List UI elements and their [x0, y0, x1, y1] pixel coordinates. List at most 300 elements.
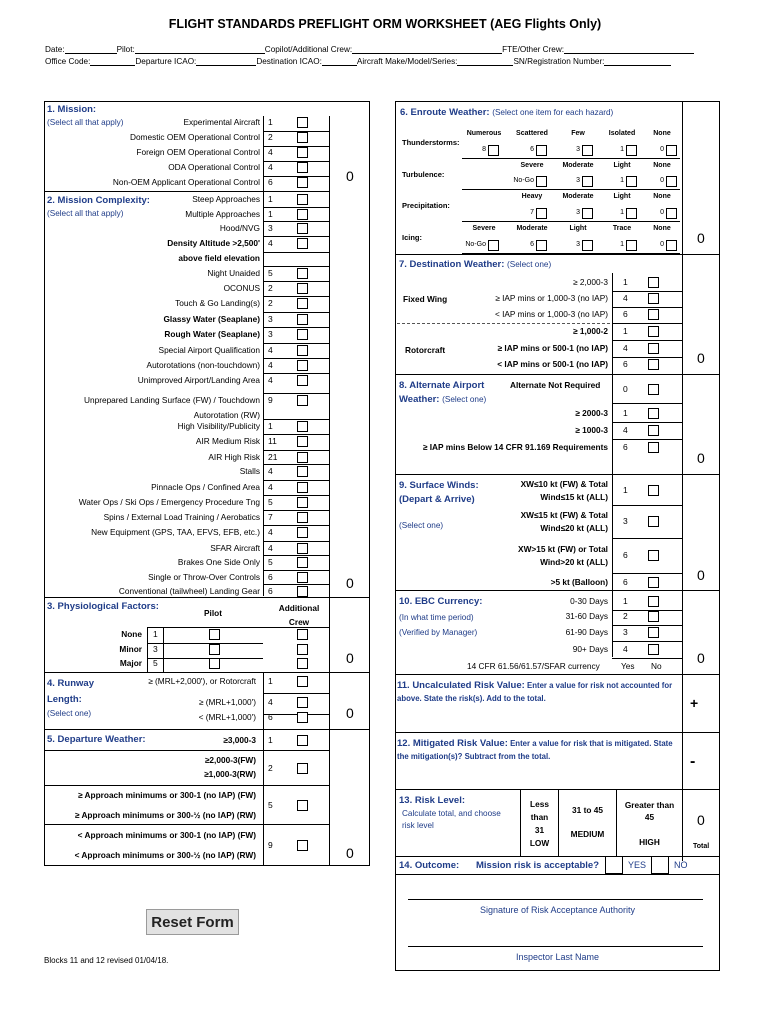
s2-item-label: Unprepared Landing Surface (FW) / Touchdown — [83, 395, 260, 405]
date-label: Date: — [45, 45, 65, 54]
s6-icing-val: 6 — [530, 241, 534, 248]
s2-item-checkbox[interactable] — [297, 466, 308, 477]
destination-field[interactable] — [322, 57, 357, 66]
s2-item-label: Touch & Go Landing(s) — [175, 298, 260, 308]
s14-yes-box[interactable] — [605, 856, 623, 874]
s2-item-label: Spins / External Load Training / Aerobatics — [103, 512, 260, 522]
fte-field[interactable] — [564, 45, 694, 54]
s3-grid-top — [147, 627, 329, 628]
s10-row-checkbox[interactable] — [648, 596, 659, 607]
s2-item-value: 6 — [268, 572, 273, 582]
s2-item-checkbox[interactable] — [297, 497, 308, 508]
s7-row-line — [612, 323, 682, 324]
s2-title: 2. Mission Complexity: — [47, 195, 150, 206]
s6-thunderstorms-val: 0 — [660, 146, 664, 153]
s10-row-value: 4 — [623, 644, 628, 654]
s12-text: Enter a value for risk that is mitigated. State the mitigation(s)? Subtract from the total. — [397, 739, 673, 761]
s4-row-value: 4 — [268, 697, 273, 707]
s2-item-checkbox[interactable] — [297, 268, 308, 279]
s2-row-line — [263, 510, 329, 511]
s1-item-checkbox[interactable] — [297, 117, 308, 128]
pilot-field[interactable] — [135, 45, 265, 54]
s2-item-value: 2 — [268, 283, 273, 293]
s2-item-value: 3 — [268, 314, 273, 324]
s13-divider — [395, 856, 720, 857]
s6-icing-checkbox[interactable] — [488, 240, 499, 251]
s5-row-label: ≥3,000-3 — [223, 735, 256, 745]
s5-row-line — [44, 824, 329, 825]
s2-item-value: 3 — [268, 223, 273, 233]
s10-subtitle: (In what time period) — [399, 613, 474, 622]
s3-row-value: 5 — [153, 658, 158, 668]
s2-divider — [44, 597, 370, 598]
departure-label: Departure ICAO: — [135, 57, 197, 66]
s2-row-line — [263, 373, 329, 374]
s2-row-line — [263, 393, 329, 394]
s10-row-value: 2 — [623, 611, 628, 621]
s3-crew-header: Additional Crew — [278, 603, 320, 627]
s5-row-checkbox[interactable] — [297, 840, 308, 851]
s7-row-label: ≥ IAP mins or 500-1 (no IAP) — [497, 343, 608, 353]
s13-high-range[interactable]: Greater than — [624, 800, 675, 810]
sn-field[interactable] — [604, 57, 671, 66]
s1-item-label: ODA Operational Control — [168, 162, 260, 172]
s2-row-line — [263, 207, 329, 208]
s9-row-value: 3 — [623, 516, 628, 526]
s7-row-value: 1 — [623, 326, 628, 336]
s2-row-line — [263, 358, 329, 359]
copilot-field[interactable] — [352, 45, 502, 54]
s5-row-checkbox[interactable] — [297, 735, 308, 746]
s6-icing-checkbox[interactable] — [536, 240, 547, 251]
s9-row-checkbox[interactable] — [648, 577, 659, 588]
s6-precipitation-col: Light — [613, 193, 631, 200]
s10-title: 10. EBC Currency: — [399, 596, 483, 607]
s8-row-label: ≥ IAP mins Below 14 CFR 91.169 Requirements — [422, 442, 608, 452]
s6-icing-col: Trace — [612, 225, 632, 232]
s7-divider — [395, 374, 720, 375]
s6-thunderstorms-checkbox[interactable] — [536, 145, 547, 156]
s3-pilot-checkbox[interactable] — [209, 658, 220, 669]
s6-icing-col: Light — [569, 225, 587, 232]
s2-item-label: Special Airport Qualification — [158, 345, 260, 355]
s3-pilot-checkbox[interactable] — [209, 644, 220, 655]
s6-thunderstorms-checkbox[interactable] — [582, 145, 593, 156]
s7-title-text: 7. Destination Weather: — [399, 259, 505, 270]
s8-value-line — [612, 374, 613, 474]
s2-item-checkbox[interactable] — [297, 209, 308, 220]
s6-icing-line — [462, 253, 680, 254]
s10-row-label: 0-30 Days — [570, 596, 608, 606]
s2-item-value: 2 — [268, 298, 273, 308]
s13-line-2 — [558, 789, 559, 856]
right-total-line — [682, 101, 683, 861]
s2-item-value: 4 — [268, 466, 273, 476]
s6-turbulence-label: Turbulence: — [402, 170, 445, 179]
s6-icing-checkbox[interactable] — [582, 240, 593, 251]
s3-crew-checkbox[interactable] — [297, 644, 308, 655]
s2-item-checkbox[interactable] — [297, 238, 308, 249]
s10-row-checkbox[interactable] — [648, 644, 659, 655]
s1-item-value: 1 — [268, 117, 273, 127]
s1-item-checkbox[interactable] — [297, 162, 308, 173]
s10-row-label: 90+ Days — [572, 644, 608, 654]
pilot-label: Pilot: — [116, 45, 135, 54]
s2-item-value: 4 — [268, 543, 273, 553]
s2-item-checkbox[interactable] — [297, 543, 308, 554]
s9-row-label-2: Wind>20 kt (ALL) — [540, 557, 608, 567]
s2-item-checkbox[interactable] — [297, 314, 308, 325]
s9-row-line — [612, 538, 682, 539]
s2-row-line — [263, 281, 329, 282]
s2-item-checkbox[interactable] — [297, 194, 308, 205]
s2-row-line — [263, 419, 329, 420]
s7-row-value: 6 — [623, 359, 628, 369]
s14-no-box[interactable] — [651, 856, 669, 874]
s13-high-range-2[interactable]: 45 — [644, 812, 655, 822]
s8-row-label: Alternate Not Required — [510, 380, 601, 390]
s2-item-value: 4 — [268, 375, 273, 385]
s5-total: 0 — [346, 845, 354, 861]
s2-item-checkbox[interactable] — [297, 223, 308, 234]
s2-item-value: 1 — [268, 194, 273, 204]
s1-item-checkbox[interactable] — [297, 147, 308, 158]
s8-title — [399, 379, 509, 407]
s3-row-label: None — [121, 629, 142, 639]
date-field[interactable] — [65, 45, 117, 54]
s2-item-label: Brakes One Side Only — [177, 557, 260, 567]
s7-row-checkbox[interactable] — [648, 309, 659, 320]
s2-item-checkbox[interactable] — [297, 482, 308, 493]
s2-item-value: 5 — [268, 268, 273, 278]
s6-subtitle: (Select one item for each hazard) — [492, 108, 614, 117]
s1-item-checkbox[interactable] — [297, 177, 308, 188]
s11-text: Enter a value for risk not accounted for above. State the risk(s). Add to the total. — [397, 681, 673, 703]
s5-row-label: ≥2,000-3(FW) — [204, 755, 256, 765]
s2-item-value: 4 — [268, 482, 273, 492]
s2-item-value: 21 — [268, 452, 278, 462]
s13-subtitle: Calculate total, and choose risk level — [402, 809, 501, 830]
s2-item-checkbox[interactable] — [297, 512, 308, 523]
s5-row-checkbox[interactable] — [297, 800, 308, 811]
s1-item-value: 6 — [268, 177, 273, 187]
s9-row-label-2: Wind≤20 kt (ALL) — [540, 523, 608, 533]
s2-item-checkbox[interactable] — [297, 360, 308, 371]
s2-item-value: 9 — [268, 395, 273, 405]
s3-crew-checkbox[interactable] — [297, 629, 308, 640]
s10-total: 0 — [697, 650, 705, 666]
s2-item-checkbox[interactable] — [297, 283, 308, 294]
s13-low[interactable] — [521, 798, 558, 850]
s2-item-label: High Visibility/Publicity — [177, 421, 260, 431]
s2-item-checkbox[interactable] — [297, 345, 308, 356]
s11-block — [397, 679, 677, 705]
s2-row-line — [263, 570, 329, 571]
s6-thunderstorms-col: Isolated — [608, 130, 636, 137]
s6-turbulence-col: Severe — [520, 162, 544, 169]
s12-title: 12. Mitigated Risk Value: — [397, 738, 508, 749]
s2-item-value: 11 — [268, 436, 277, 446]
s10-row-value: 3 — [623, 627, 628, 637]
s6-precipitation-checkbox[interactable] — [582, 208, 593, 219]
s1-item-label: Foreign OEM Operational Control — [136, 147, 260, 157]
s7-row-checkbox[interactable] — [648, 359, 659, 370]
s13-medium[interactable]: MEDIUM — [570, 829, 605, 839]
s6-precipitation-col: None — [653, 193, 671, 200]
s2-item-value: 6 — [268, 586, 273, 596]
s12-sign: - — [690, 753, 696, 770]
s6-icing-label: Icing: — [402, 233, 422, 242]
s6-icing-val: 3 — [576, 241, 580, 248]
s9-row-value: 6 — [623, 550, 628, 560]
s4-divider — [44, 729, 370, 730]
s5-row-label-2: < Approach minimums or 300-½ (no IAP) (RW) — [74, 850, 256, 860]
s6-precipitation-checkbox[interactable] — [536, 208, 547, 219]
s8-row-checkbox[interactable] — [648, 384, 659, 395]
s7-row-checkbox[interactable] — [648, 326, 659, 337]
s8-row-line — [612, 422, 682, 423]
s7-row-line — [612, 340, 682, 341]
s7-subtitle: (Select one) — [507, 260, 552, 269]
s8-row-checkbox[interactable] — [648, 408, 659, 419]
s6-icing-val: 0 — [660, 241, 664, 248]
s6-precipitation-label: Precipitation: — [402, 201, 450, 210]
s4-row-checkbox[interactable] — [297, 712, 308, 723]
s6-thunderstorms-checkbox[interactable] — [488, 145, 499, 156]
s2-row-line — [263, 434, 329, 435]
s6-precipitation-val: 7 — [530, 209, 534, 216]
office-field[interactable] — [90, 57, 135, 66]
s7-rotor-label: Rotorcraft — [405, 345, 446, 355]
s1-item-value: 4 — [268, 147, 273, 157]
s3-pilot-checkbox[interactable] — [209, 629, 220, 640]
signature-label: Signature of Risk Acceptance Authority — [479, 905, 636, 915]
s2-row-line — [263, 464, 329, 465]
s6-icing-checkbox[interactable] — [666, 240, 677, 251]
s2-item-label: AIR Medium Risk — [195, 436, 260, 446]
s5-row-label-2: ≥ Approach minimums or 300-½ (no IAP) (RW) — [74, 810, 256, 820]
s6-thunderstorms-val: 1 — [620, 146, 624, 153]
s14-divider — [395, 874, 720, 875]
s4-row-checkbox[interactable] — [297, 697, 308, 708]
s1-item-label: Non-OEM Applicant Operational Control — [112, 177, 260, 187]
s13-low-b: than — [530, 812, 549, 822]
s12-block — [397, 737, 682, 763]
inspector-label: Inspector Last Name — [515, 952, 600, 962]
s14-yes: YES — [628, 860, 647, 870]
s3-pilot-header: Pilot — [204, 608, 222, 618]
s10-row-line — [612, 658, 682, 659]
s6-turbulence-col: Light — [613, 162, 631, 169]
s6-thunderstorms-col: None — [653, 130, 671, 137]
s1-subtitle: (Select all that apply) — [47, 118, 124, 127]
s2-item-label: SFAR Aircraft — [210, 543, 260, 553]
s6-turbulence-val: 1 — [620, 177, 624, 184]
s2-item-label: AIR High Risk — [208, 452, 260, 462]
s2-item-value: 1 — [268, 209, 273, 219]
s2-row-line — [263, 480, 329, 481]
departure-field[interactable] — [196, 57, 256, 66]
s7-fixed-label: Fixed Wing — [403, 294, 448, 304]
s7-row-label: < IAP mins or 1,000-3 (no IAP) — [494, 309, 608, 319]
s6-icing-col: Moderate — [516, 225, 548, 232]
s6-turbulence-checkbox[interactable] — [536, 176, 547, 187]
s4-row-line — [263, 693, 329, 694]
s2-row-line — [263, 327, 329, 328]
s1-title: 1. Mission: — [47, 104, 97, 115]
s5-row-value: 2 — [268, 763, 273, 773]
s2-item-checkbox[interactable] — [297, 572, 308, 583]
s2-item-checkbox[interactable] — [297, 421, 308, 432]
s13-low-a: Less — [530, 799, 549, 809]
s7-row-label: ≥ 2,000-3 — [573, 277, 608, 287]
s8-row-line — [612, 403, 682, 404]
s2-subtitle: (Select all that apply) — [47, 209, 124, 218]
s6-divider — [395, 254, 720, 255]
s7-row-value: 1 — [623, 277, 628, 287]
s4-row-value: 1 — [268, 676, 273, 686]
s10-row-checkbox[interactable] — [648, 627, 659, 638]
s2-item-checkbox[interactable] — [297, 395, 308, 406]
s4-row-label: ≥ (MRL+1,000') — [198, 697, 256, 707]
s10-no[interactable]: No — [651, 661, 662, 671]
s2-item-checkbox[interactable] — [297, 452, 308, 463]
s11-input[interactable] — [684, 690, 718, 720]
s4-row-label: < (MRL+1,000') — [198, 712, 256, 722]
s3-row-value: 1 — [153, 629, 158, 639]
fte-label: FTE/Other Crew: — [502, 45, 565, 54]
s8-row-label: ≥ 2000-3 — [575, 408, 608, 418]
s6-thunderstorms-val: 3 — [576, 146, 580, 153]
value-column-line — [263, 116, 264, 596]
s7-title — [399, 259, 551, 270]
s5-row-label-2: ≥1,000-3(RW) — [204, 769, 256, 779]
s1-divider — [44, 191, 329, 192]
s2-row-line — [263, 343, 329, 344]
s2-item-value: 4 — [268, 360, 273, 370]
s2-item-checkbox[interactable] — [297, 586, 308, 597]
s6-precipitation-line — [462, 221, 680, 222]
s7-row-line — [612, 307, 682, 308]
s2-item-label: Conventional (tailwheel) Landing Gear — [118, 586, 260, 596]
s7-row-checkbox[interactable] — [648, 343, 659, 354]
s2-item-label: New Equipment (GPS, TAA, EFVS, EFB, etc.) — [91, 527, 260, 537]
s2-item-value: 7 — [268, 512, 273, 522]
s2-item-value: 1 — [268, 421, 273, 431]
s9-row-checkbox[interactable] — [648, 485, 659, 496]
s7-row-checkbox[interactable] — [648, 277, 659, 288]
s1-item-checkbox[interactable] — [297, 132, 308, 143]
aircraft-field[interactable] — [457, 57, 513, 66]
s6-thunderstorms-col: Numerous — [466, 130, 502, 137]
s5-title: 5. Departure Weather: — [47, 734, 146, 745]
s13-high[interactable]: HIGH — [639, 837, 660, 847]
s10-row-label: 61-90 Days — [565, 627, 608, 637]
s10-divider — [395, 674, 720, 675]
s12-input[interactable] — [684, 750, 718, 780]
s10-cfr-label: 14 CFR 61.56/61.57/SFAR currency — [467, 661, 600, 671]
s2-item-checkbox[interactable] — [297, 527, 308, 538]
s10-row-checkbox[interactable] — [648, 611, 659, 622]
s6-thunderstorms-checkbox[interactable] — [666, 145, 677, 156]
s6-turbulence-col: None — [653, 162, 671, 169]
s2-row-line — [263, 495, 329, 496]
s6-precipitation-val: 0 — [660, 209, 664, 216]
s6-thunderstorms-label: Thunderstorms: — [402, 138, 460, 147]
s7-row-line — [612, 357, 682, 358]
s7-row-label: ≥ IAP mins or 1,000-3 (no IAP) — [495, 293, 608, 303]
signature-line[interactable] — [408, 899, 703, 900]
s8-row-checkbox[interactable] — [648, 442, 659, 453]
s8-row-checkbox[interactable] — [648, 425, 659, 436]
s9-row-value: 6 — [623, 577, 628, 587]
s7-dash — [397, 323, 610, 324]
s2-row-line — [263, 312, 329, 313]
s4-total: 0 — [346, 705, 354, 721]
s6-thunderstorms-col: Scattered — [516, 130, 548, 137]
s11-sign: + — [690, 695, 699, 711]
s1-item-value: 4 — [268, 162, 273, 172]
reset-form-button[interactable]: Reset Form — [146, 909, 239, 935]
s2-item-label: Steep Approaches — [192, 194, 260, 204]
s13-medium-range[interactable]: 31 to 45 — [572, 805, 603, 815]
s14-question: Mission risk is acceptable? — [476, 860, 600, 871]
header-row-1 — [45, 45, 694, 54]
s6-turbulence-checkbox[interactable] — [582, 176, 593, 187]
s9-row-checkbox[interactable] — [648, 550, 659, 561]
s2-item-checkbox[interactable] — [297, 329, 308, 340]
s3-row-label: Major — [119, 658, 142, 668]
s2-item-label-2: Autorotation (RW) — [193, 410, 260, 420]
s2-item-label: Stalls — [239, 466, 260, 476]
s2-item-checkbox[interactable] — [297, 375, 308, 386]
inspector-line[interactable] — [408, 946, 703, 947]
s2-item-value: 4 — [268, 527, 273, 537]
s2-item-checkbox[interactable] — [297, 436, 308, 447]
s2-item-value: 5 — [268, 557, 273, 567]
s4-row-checkbox[interactable] — [297, 676, 308, 687]
s2-row-line — [263, 266, 329, 267]
s2-item-label: Water Ops / Ski Ops / Emergency Procedure Tng — [78, 497, 260, 507]
s9-row-checkbox[interactable] — [648, 516, 659, 527]
s9-title: 9. Surface Winds: (Depart & Arrive) — [399, 480, 479, 505]
s9-divider — [395, 590, 720, 591]
s3-crew-checkbox[interactable] — [297, 658, 308, 669]
s6-thunderstorms-val: 8 — [482, 146, 486, 153]
footer-note: Blocks 11 and 12 revised 01/04/18. — [44, 956, 169, 965]
s10-yes[interactable]: Yes — [621, 661, 635, 671]
s5-row-checkbox[interactable] — [297, 763, 308, 774]
page-title: FLIGHT STANDARDS PREFLIGHT ORM WORKSHEET (AEG Flights Only) — [168, 17, 602, 31]
s2-item-checkbox[interactable] — [297, 298, 308, 309]
s6-total: 0 — [697, 230, 705, 246]
s6-precipitation-val: 1 — [620, 209, 624, 216]
s2-item-checkbox[interactable] — [297, 557, 308, 568]
s3-total: 0 — [346, 650, 354, 666]
s7-row-value: 4 — [623, 343, 628, 353]
s7-row-checkbox[interactable] — [648, 293, 659, 304]
s6-turbulence-checkbox[interactable] — [666, 176, 677, 187]
s9-subtitle: (Select one) — [399, 521, 444, 530]
s2-item-value: 3 — [268, 329, 273, 339]
s10-row-line — [612, 625, 682, 626]
total-column-line — [329, 116, 330, 866]
s2-row-line — [263, 584, 329, 585]
s6-precipitation-checkbox[interactable] — [666, 208, 677, 219]
s9-row-label-2: Wind≤15 kt (ALL) — [540, 492, 608, 502]
s2-row-line — [263, 555, 329, 556]
s7-row-line — [612, 291, 682, 292]
